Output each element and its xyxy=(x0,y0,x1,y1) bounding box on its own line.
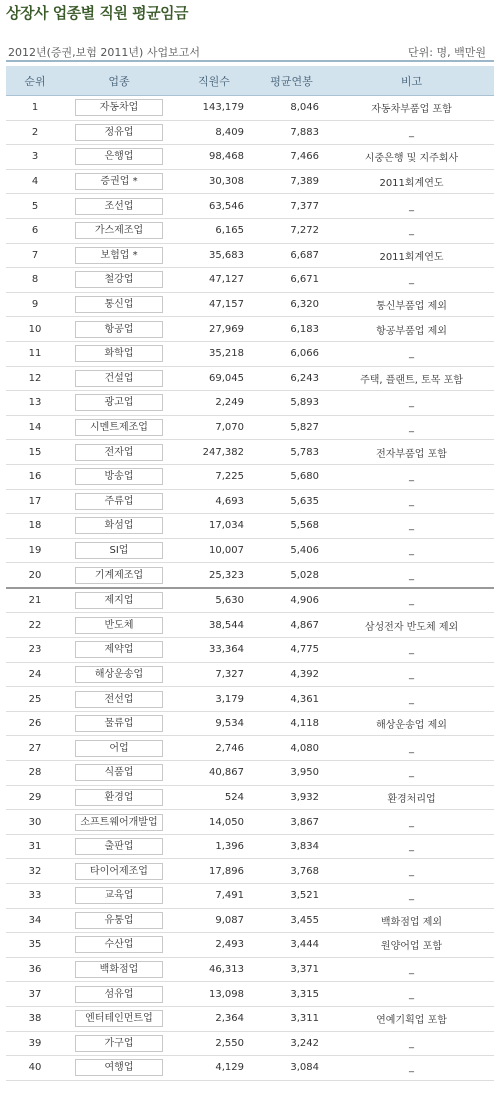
table-row xyxy=(6,908,494,933)
salary-cell: 7,389 xyxy=(254,169,329,194)
note-cell: 자동차부품업 포함 xyxy=(329,96,494,121)
note-cell: _ xyxy=(329,687,494,712)
industry-cell xyxy=(64,514,174,539)
employees-cell: 38,544 xyxy=(174,613,254,638)
employees-cell: 98,468 xyxy=(174,145,254,170)
rank-cell: 32 xyxy=(6,859,64,884)
employees-cell: 2,364 xyxy=(174,1006,254,1031)
rank-cell: 2 xyxy=(6,120,64,145)
employees-cell: 35,683 xyxy=(174,243,254,268)
table-row xyxy=(6,514,494,539)
industry-cell-value: 타이어제조업 xyxy=(75,863,163,880)
rank-cell: 26 xyxy=(6,711,64,736)
table-row xyxy=(6,243,494,268)
industry-cell-value: 가스제조업 xyxy=(75,222,163,239)
industry-cell xyxy=(64,464,174,489)
rank-cell: 18 xyxy=(6,514,64,539)
industry-cell-value: 항공업 xyxy=(75,321,163,338)
rank-cell: 14 xyxy=(6,415,64,440)
table-row xyxy=(6,464,494,489)
employees-cell: 47,157 xyxy=(174,292,254,317)
table-row xyxy=(6,563,494,588)
employees-cell: 247,382 xyxy=(174,440,254,465)
rank-cell: 23 xyxy=(6,638,64,663)
industry-cell xyxy=(64,366,174,391)
salary-cell: 3,444 xyxy=(254,933,329,958)
industry-cell-value: 시멘트제조업 xyxy=(75,419,163,436)
column-header-industry: 업종 xyxy=(64,66,174,96)
industry-cell-value: 식품업 xyxy=(75,764,163,781)
employees-cell: 7,225 xyxy=(174,464,254,489)
note-cell: _ xyxy=(329,1056,494,1081)
table-row xyxy=(6,292,494,317)
salary-cell: 6,320 xyxy=(254,292,329,317)
rank-cell: 22 xyxy=(6,613,64,638)
industry-cell-value: 제지업 xyxy=(75,592,163,609)
rank-cell: 25 xyxy=(6,687,64,712)
rank-cell: 9 xyxy=(6,292,64,317)
industry-cell-value: 주류업 xyxy=(75,493,163,510)
note-cell: _ xyxy=(329,859,494,884)
rank-cell: 40 xyxy=(6,1056,64,1081)
note-cell: _ xyxy=(329,391,494,416)
industry-cell xyxy=(64,687,174,712)
industry-cell-value: 엔터테인먼트업 xyxy=(75,1010,163,1027)
industry-cell-value: 제약업 xyxy=(75,641,163,658)
industry-cell xyxy=(64,489,174,514)
employees-cell: 46,313 xyxy=(174,957,254,982)
table-row xyxy=(6,1056,494,1081)
salary-cell: 6,243 xyxy=(254,366,329,391)
rank-cell: 7 xyxy=(6,243,64,268)
salary-cell: 3,455 xyxy=(254,908,329,933)
salary-cell: 3,768 xyxy=(254,859,329,884)
salary-cell: 7,272 xyxy=(254,218,329,243)
industry-cell xyxy=(64,933,174,958)
rank-cell: 8 xyxy=(6,268,64,293)
note-cell: _ xyxy=(329,489,494,514)
employees-cell: 63,546 xyxy=(174,194,254,219)
salary-cell: 3,521 xyxy=(254,884,329,909)
note-cell: 전자부품업 포함 xyxy=(329,440,494,465)
salary-cell: 5,028 xyxy=(254,563,329,588)
note-cell: _ xyxy=(329,268,494,293)
employees-cell: 1,396 xyxy=(174,834,254,859)
table-row xyxy=(6,440,494,465)
employees-cell: 7,070 xyxy=(174,415,254,440)
note-cell: _ xyxy=(329,761,494,786)
note-cell: 2011회계연도 xyxy=(329,169,494,194)
industry-cell-value: 해상운송업 xyxy=(75,666,163,683)
table-row xyxy=(6,810,494,835)
employees-cell: 40,867 xyxy=(174,761,254,786)
rank-cell: 12 xyxy=(6,366,64,391)
note-cell: _ xyxy=(329,834,494,859)
industry-cell-value: 수산업 xyxy=(75,936,163,953)
rank-cell: 6 xyxy=(6,218,64,243)
industry-cell-value: 환경업 xyxy=(75,789,163,806)
rank-cell: 10 xyxy=(6,317,64,342)
salary-cell: 5,680 xyxy=(254,464,329,489)
note-cell: _ xyxy=(329,341,494,366)
page-title: 상장사 업종별 직원 평균임금 xyxy=(6,4,189,22)
industry-cell xyxy=(64,96,174,121)
industry-cell xyxy=(64,268,174,293)
salary-cell: 3,950 xyxy=(254,761,329,786)
industry-cell xyxy=(64,1006,174,1031)
industry-cell xyxy=(64,292,174,317)
rank-cell: 5 xyxy=(6,194,64,219)
salary-cell: 6,687 xyxy=(254,243,329,268)
employees-cell: 47,127 xyxy=(174,268,254,293)
table-row xyxy=(6,317,494,342)
note-cell: 삼성전자 반도체 제외 xyxy=(329,613,494,638)
industry-cell-value: 화학업 xyxy=(75,345,163,362)
salary-cell: 7,377 xyxy=(254,194,329,219)
table-row xyxy=(6,169,494,194)
rank-cell: 15 xyxy=(6,440,64,465)
industry-cell-value: 기계제조업 xyxy=(75,567,163,584)
rank-cell: 16 xyxy=(6,464,64,489)
industry-cell-value: 섬유업 xyxy=(75,986,163,1003)
industry-cell xyxy=(64,169,174,194)
employees-cell: 2,249 xyxy=(174,391,254,416)
note-cell: 통신부품업 제외 xyxy=(329,292,494,317)
employees-cell: 4,693 xyxy=(174,489,254,514)
salary-cell: 5,635 xyxy=(254,489,329,514)
table-body xyxy=(6,96,494,1081)
note-cell: 시중은행 및 지주회사 xyxy=(329,145,494,170)
salary-cell: 5,406 xyxy=(254,538,329,563)
industry-cell xyxy=(64,982,174,1007)
industry-cell-value: 여행업 xyxy=(75,1059,163,1076)
industry-cell xyxy=(64,662,174,687)
salary-cell: 6,671 xyxy=(254,268,329,293)
table-row xyxy=(6,785,494,810)
industry-cell-value: 보험업 * xyxy=(75,247,163,264)
column-header-rank: 순위 xyxy=(6,66,64,96)
rank-cell: 20 xyxy=(6,563,64,588)
table-row xyxy=(6,687,494,712)
industry-cell-value: 광고업 xyxy=(75,394,163,411)
salary-cell: 3,084 xyxy=(254,1056,329,1081)
industry-cell-value: 건설업 xyxy=(75,370,163,387)
rank-cell: 31 xyxy=(6,834,64,859)
employees-cell: 2,746 xyxy=(174,736,254,761)
rank-cell: 3 xyxy=(6,145,64,170)
salary-cell: 3,834 xyxy=(254,834,329,859)
industry-cell xyxy=(64,317,174,342)
salary-cell: 8,046 xyxy=(254,96,329,121)
industry-cell xyxy=(64,834,174,859)
note-cell: _ xyxy=(329,464,494,489)
note-cell: _ xyxy=(329,810,494,835)
table-row xyxy=(6,859,494,884)
salary-cell: 6,183 xyxy=(254,317,329,342)
note-cell: 백화점업 제외 xyxy=(329,908,494,933)
table-row xyxy=(6,613,494,638)
table-row xyxy=(6,489,494,514)
note-cell: _ xyxy=(329,218,494,243)
table-row xyxy=(6,1031,494,1056)
industry-cell-value: 조선업 xyxy=(75,198,163,215)
employees-cell: 9,534 xyxy=(174,711,254,736)
table-row xyxy=(6,884,494,909)
note-cell: _ xyxy=(329,638,494,663)
table-row xyxy=(6,268,494,293)
employees-cell: 33,364 xyxy=(174,638,254,663)
rank-cell: 1 xyxy=(6,96,64,121)
rank-cell: 35 xyxy=(6,933,64,958)
industry-cell xyxy=(64,415,174,440)
employees-cell: 524 xyxy=(174,785,254,810)
industry-cell-value: 소프트웨어개발업 xyxy=(75,814,163,831)
table-row xyxy=(6,415,494,440)
note-cell: _ xyxy=(329,957,494,982)
header-rule xyxy=(6,60,494,62)
industry-cell xyxy=(64,736,174,761)
industry-cell xyxy=(64,563,174,588)
note-cell: 원양어업 포함 xyxy=(329,933,494,958)
rank-cell: 28 xyxy=(6,761,64,786)
rank-cell: 38 xyxy=(6,1006,64,1031)
salary-cell: 7,883 xyxy=(254,120,329,145)
salary-cell: 4,080 xyxy=(254,736,329,761)
industry-cell xyxy=(64,440,174,465)
table-row xyxy=(6,120,494,145)
table-row xyxy=(6,218,494,243)
salary-cell: 6,066 xyxy=(254,341,329,366)
industry-cell-value: 백화점업 xyxy=(75,961,163,978)
salary-cell: 3,242 xyxy=(254,1031,329,1056)
employees-cell: 17,896 xyxy=(174,859,254,884)
industry-cell-value: 전선업 xyxy=(75,691,163,708)
industry-cell xyxy=(64,957,174,982)
industry-cell-value: 철강업 xyxy=(75,271,163,288)
rank-cell: 11 xyxy=(6,341,64,366)
salary-cell: 4,392 xyxy=(254,662,329,687)
industry-cell xyxy=(64,538,174,563)
employees-cell: 17,034 xyxy=(174,514,254,539)
employees-cell: 27,969 xyxy=(174,317,254,342)
employees-cell: 10,007 xyxy=(174,538,254,563)
industry-cell-value: 교육업 xyxy=(75,887,163,904)
employees-cell: 7,327 xyxy=(174,662,254,687)
salary-cell: 3,311 xyxy=(254,1006,329,1031)
table-header-row xyxy=(6,66,494,96)
salary-cell: 5,783 xyxy=(254,440,329,465)
salary-cell: 7,466 xyxy=(254,145,329,170)
note-cell: _ xyxy=(329,194,494,219)
rank-cell: 24 xyxy=(6,662,64,687)
note-cell: _ xyxy=(329,588,494,613)
rank-cell: 13 xyxy=(6,391,64,416)
industry-cell xyxy=(64,341,174,366)
rank-cell: 17 xyxy=(6,489,64,514)
employees-cell: 6,165 xyxy=(174,218,254,243)
table-row xyxy=(6,638,494,663)
employees-cell: 2,493 xyxy=(174,933,254,958)
report-subtitle: 2012년(증권,보험 2011년) 사업보고서 xyxy=(8,46,200,59)
employees-cell: 143,179 xyxy=(174,96,254,121)
industry-cell xyxy=(64,638,174,663)
employees-cell: 3,179 xyxy=(174,687,254,712)
table-row xyxy=(6,957,494,982)
rank-cell: 30 xyxy=(6,810,64,835)
industry-cell-value: 방송업 xyxy=(75,468,163,485)
table-row xyxy=(6,96,494,121)
industry-cell xyxy=(64,145,174,170)
column-header-salary: 평균연봉 xyxy=(254,66,329,96)
table-row xyxy=(6,588,494,613)
table-row xyxy=(6,1006,494,1031)
industry-cell-value: 전자업 xyxy=(75,444,163,461)
industry-cell xyxy=(64,711,174,736)
table-row xyxy=(6,145,494,170)
industry-cell-value: 자동차업 xyxy=(75,99,163,116)
rank-cell: 34 xyxy=(6,908,64,933)
industry-cell xyxy=(64,194,174,219)
employees-cell: 13,098 xyxy=(174,982,254,1007)
industry-cell xyxy=(64,588,174,613)
note-cell: 해상운송업 제외 xyxy=(329,711,494,736)
table-row xyxy=(6,194,494,219)
table-row xyxy=(6,341,494,366)
table-row xyxy=(6,736,494,761)
salary-cell: 5,568 xyxy=(254,514,329,539)
note-cell: 주택, 플랜트, 토목 포함 xyxy=(329,366,494,391)
table-row xyxy=(6,662,494,687)
employees-cell: 4,129 xyxy=(174,1056,254,1081)
note-cell: 환경처리업 xyxy=(329,785,494,810)
note-cell: _ xyxy=(329,884,494,909)
table-row xyxy=(6,933,494,958)
industry-cell xyxy=(64,810,174,835)
employees-cell: 9,087 xyxy=(174,908,254,933)
industry-cell-value: 은행업 xyxy=(75,148,163,165)
table-row xyxy=(6,761,494,786)
rank-cell: 39 xyxy=(6,1031,64,1056)
industry-cell xyxy=(64,785,174,810)
note-cell: 연예기획업 포함 xyxy=(329,1006,494,1031)
industry-cell xyxy=(64,120,174,145)
salary-cell: 4,118 xyxy=(254,711,329,736)
industry-cell xyxy=(64,908,174,933)
salary-cell: 5,893 xyxy=(254,391,329,416)
note-cell: _ xyxy=(329,538,494,563)
salary-cell: 4,867 xyxy=(254,613,329,638)
note-cell: _ xyxy=(329,563,494,588)
industry-cell xyxy=(64,243,174,268)
note-cell: 2011회계연도 xyxy=(329,243,494,268)
note-cell: _ xyxy=(329,514,494,539)
note-cell: _ xyxy=(329,1031,494,1056)
salary-table xyxy=(6,66,494,1081)
salary-cell: 5,827 xyxy=(254,415,329,440)
rank-cell: 37 xyxy=(6,982,64,1007)
salary-cell: 3,371 xyxy=(254,957,329,982)
rank-cell: 4 xyxy=(6,169,64,194)
salary-cell: 3,932 xyxy=(254,785,329,810)
industry-cell-value: 반도체 xyxy=(75,617,163,634)
column-header-employees: 직원수 xyxy=(174,66,254,96)
table-row xyxy=(6,711,494,736)
industry-cell-value: 유통업 xyxy=(75,912,163,929)
rank-cell: 19 xyxy=(6,538,64,563)
salary-cell: 3,315 xyxy=(254,982,329,1007)
employees-cell: 25,323 xyxy=(174,563,254,588)
employees-cell: 69,045 xyxy=(174,366,254,391)
table-row xyxy=(6,982,494,1007)
industry-cell xyxy=(64,1056,174,1081)
employees-cell: 7,491 xyxy=(174,884,254,909)
industry-cell-value: 어업 xyxy=(75,740,163,757)
industry-cell xyxy=(64,859,174,884)
employees-cell: 35,218 xyxy=(174,341,254,366)
salary-cell: 4,775 xyxy=(254,638,329,663)
table-row xyxy=(6,391,494,416)
table-row xyxy=(6,366,494,391)
column-header-note: 비고 xyxy=(329,66,494,96)
industry-cell-value: SI업 xyxy=(75,542,163,559)
industry-cell xyxy=(64,613,174,638)
industry-cell xyxy=(64,1031,174,1056)
note-cell: 항공부품업 제외 xyxy=(329,317,494,342)
industry-cell-value: 화섬업 xyxy=(75,517,163,534)
rank-cell: 33 xyxy=(6,884,64,909)
rank-cell: 29 xyxy=(6,785,64,810)
industry-cell-value: 물류업 xyxy=(75,715,163,732)
note-cell: _ xyxy=(329,662,494,687)
salary-cell: 4,361 xyxy=(254,687,329,712)
unit-label: 단위: 명, 백만원 xyxy=(408,46,486,59)
industry-cell-value: 증권업 * xyxy=(75,173,163,190)
salary-cell: 4,906 xyxy=(254,588,329,613)
note-cell: _ xyxy=(329,982,494,1007)
industry-cell xyxy=(64,391,174,416)
employees-cell: 2,550 xyxy=(174,1031,254,1056)
employees-cell: 5,630 xyxy=(174,588,254,613)
employees-cell: 8,409 xyxy=(174,120,254,145)
employees-cell: 14,050 xyxy=(174,810,254,835)
employees-cell: 30,308 xyxy=(174,169,254,194)
note-cell: _ xyxy=(329,120,494,145)
table-row xyxy=(6,538,494,563)
salary-cell: 3,867 xyxy=(254,810,329,835)
rank-cell: 27 xyxy=(6,736,64,761)
industry-cell-value: 출판업 xyxy=(75,838,163,855)
industry-cell-value: 가구업 xyxy=(75,1035,163,1052)
note-cell: _ xyxy=(329,415,494,440)
table-row xyxy=(6,834,494,859)
industry-cell xyxy=(64,761,174,786)
rank-cell: 21 xyxy=(6,588,64,613)
industry-cell-value: 정유업 xyxy=(75,124,163,141)
note-cell: _ xyxy=(329,736,494,761)
industry-cell xyxy=(64,884,174,909)
rank-cell: 36 xyxy=(6,957,64,982)
industry-cell-value: 통신업 xyxy=(75,296,163,313)
industry-cell xyxy=(64,218,174,243)
